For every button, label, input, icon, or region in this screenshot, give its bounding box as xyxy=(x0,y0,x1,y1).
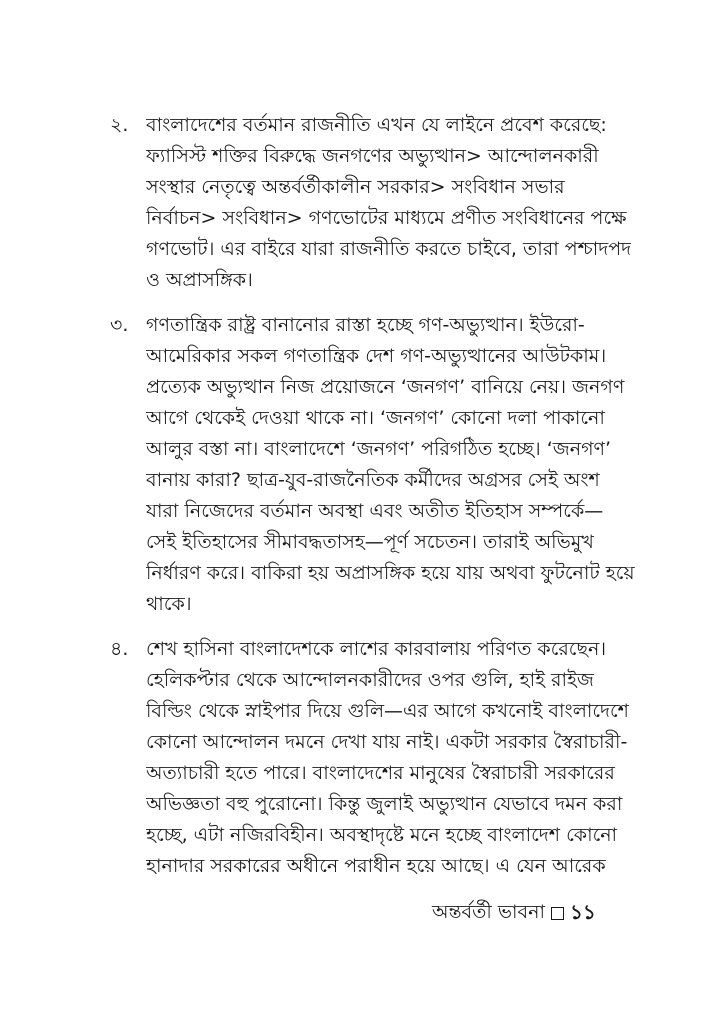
numbered-paragraph xyxy=(110,110,630,296)
text-line: আমেরিকার সকল গণতান্ত্রিক দেশ গণ-অভ্যুত্থানের আউটকাম। xyxy=(146,345,607,367)
text-line: ও অপ্রাসঙ্গিক। xyxy=(146,269,253,291)
text-line: হেলিকপ্টার থেকে আন্দোলনকারীদের ওপর গুলি, হাই রাইজ xyxy=(146,669,594,691)
paragraph-number: ৩. xyxy=(110,314,129,336)
text-line: গণতান্ত্রিক রাষ্ট্র বানানোর রাস্তা হচ্ছে গণ-অভ্যুত্থান। ইউরো- xyxy=(146,314,585,336)
numbered-paragraph xyxy=(110,310,635,620)
text-line: থাকে। xyxy=(146,593,192,615)
text-line: যারা নিজেদের বর্তমান অবস্থা এবং অতীত ইতিহাস সম্পর্কে— xyxy=(146,500,604,522)
text-line: বিল্ডিং থেকে স্নাইপার দিয়ে গুলি—এর আগে কখনোই বাংলাদেশে xyxy=(146,700,629,722)
paragraph-number: ৪. xyxy=(110,638,129,660)
text-line: সেই ইতিহাসের সীমাবদ্ধতাসহ—পূর্ণ সচেতন। তারাই অভিমুখ xyxy=(146,531,594,553)
text-line: কোনো আন্দোলন দমনে দেখা যায় নাই। একটা সরকার স্বৈরাচারী- xyxy=(146,731,628,753)
text-line: বাংলাদেশের বর্তমান রাজনীতি এখন যে লাইনে প্রবেশ করেছে: xyxy=(146,114,607,136)
text-line: সংস্থার নেতৃত্বে অন্তর্বর্তীকালীন সরকার> সংবিধান সভার xyxy=(146,176,565,198)
text-line: শেখ হাসিনা বাংলাদেশকে লাশের কারবালায় পরিণত করেছেন। xyxy=(146,638,607,660)
page-body xyxy=(110,110,635,896)
text-line: অত্যাচারী হতে পারে। বাংলাদেশের মানুষের স্বৈরাচারী সরকারের xyxy=(146,762,615,784)
paragraph-number: ২. xyxy=(110,114,129,136)
text-line: বানায় কারা? ছাত্র-যুব-রাজনৈতিক কর্মীদের অগ্রসর সেই অংশ xyxy=(146,469,600,491)
paragraph-text xyxy=(146,310,635,620)
square-separator-icon xyxy=(551,907,564,920)
book-title: অন্তর্বর্তী ভাবনা xyxy=(432,901,545,923)
text-line: হচ্ছে, এটা নজিরবিহীন। অবস্থাদৃষ্টে মনে হচ্ছে বাংলাদেশ কোনো xyxy=(146,824,618,846)
text-line: হানাদার সরকারের অধীনে পরাধীন হয়ে আছে। এ যেন আরেক xyxy=(146,855,606,877)
text-line: প্রত্যেক অভ্যুত্থান নিজ প্রয়োজনে ‘জনগণ’ বানিয়ে নেয়। জনগণ xyxy=(146,376,625,398)
paragraph-text xyxy=(146,634,630,882)
text-line: গণভোট। এর বাইরে যারা রাজনীতি করতে চাইবে, তারা পশ্চাদপদ xyxy=(146,238,632,260)
paragraph-text xyxy=(146,110,631,296)
text-line: ফ্যাসিস্ট শক্তির বিরুদ্ধে জনগণের অভ্যুত্থান> আন্দোলনকারী xyxy=(146,145,599,167)
text-line: আলুর বস্তা না। বাংলাদেশে ‘জনগণ’ পরিগঠিত হচ্ছে। ‘জনগণ’ xyxy=(146,438,612,460)
text-line: আগে থেকেই দেওয়া থাকে না। ‘জনগণ’ কোনো দলা পাকানো xyxy=(146,407,605,429)
text-line: নির্ধারণ করে। বাকিরা হয় অপ্রাসঙ্গিক হয়ে যায় অথবা ফুটনোট হয়ে xyxy=(146,562,635,584)
text-line: নির্বাচন> সংবিধান> গণভোটের মাধ্যমে প্রণীত সংবিধানের পক্ষে xyxy=(146,207,627,229)
numbered-paragraph xyxy=(110,634,630,882)
page-number: ১১ xyxy=(569,900,596,924)
page-footer xyxy=(432,897,596,927)
text-line: অভিজ্ঞতা বহু পুরোনো। কিন্তু জুলাই অভ্যুত্থান যেভাবে দমন করা xyxy=(146,793,623,815)
